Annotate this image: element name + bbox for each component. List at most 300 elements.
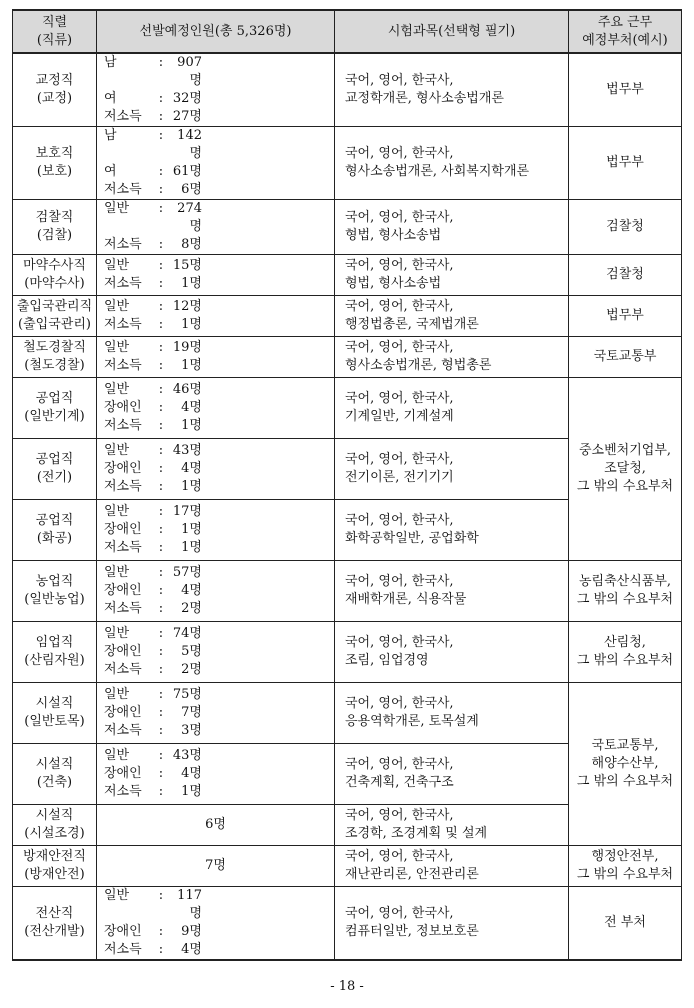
quota-colon: : xyxy=(158,340,164,355)
subject-line: 국어, 영어, 한국사, xyxy=(345,906,454,921)
quota-line xyxy=(104,399,334,417)
subject-line: 응용역학개론, 토목설계 xyxy=(345,714,479,729)
quota-colon: : xyxy=(158,601,164,616)
subject-line: 재배학개론, 식용작물 xyxy=(345,592,467,607)
quota-label: 일반 xyxy=(104,443,130,458)
series-cell xyxy=(13,439,97,500)
quota-line xyxy=(104,478,334,496)
quota-cell xyxy=(97,200,335,255)
subjects-cell xyxy=(335,500,569,561)
series-class: (방재안전) xyxy=(24,867,85,882)
subject-line: 행정법총론, 국제법개론 xyxy=(345,317,479,332)
subject-line: 국어, 영어, 한국사, xyxy=(345,757,454,772)
table-row xyxy=(13,255,682,296)
department-cell xyxy=(569,846,682,887)
quota-number: 9명 xyxy=(181,924,202,939)
quota-line xyxy=(104,90,334,108)
quota-cell xyxy=(97,378,335,439)
quota-label: 일반 xyxy=(104,258,130,273)
series-cell xyxy=(13,561,97,622)
quota-colon: : xyxy=(158,201,164,216)
department-cell xyxy=(569,561,682,622)
department-line: 행정안전부, xyxy=(591,849,659,864)
series-cell xyxy=(13,53,97,127)
quota-number: 17명 xyxy=(172,504,202,519)
series-cell xyxy=(13,744,97,805)
quota-number: 117명 xyxy=(177,888,202,921)
quota-number: 12명 xyxy=(172,299,202,314)
quota-number: 4명 xyxy=(181,583,202,598)
quota-number: 1명 xyxy=(181,522,202,537)
subject-line: 형사소송법개론, 형법총론 xyxy=(345,358,492,373)
series-class: (화공) xyxy=(36,531,73,546)
table-row xyxy=(13,200,682,255)
subject-line: 국어, 영어, 한국사, xyxy=(345,452,454,467)
quota-colon: : xyxy=(158,128,164,143)
quota-line xyxy=(104,127,334,163)
quota-colon: : xyxy=(158,705,164,720)
quota-line xyxy=(104,316,334,334)
quota-label: 저소득 xyxy=(104,479,142,494)
department-line: 그 밖의 수요부처 xyxy=(576,479,674,494)
quota-total: 7명 xyxy=(205,858,226,873)
quota-colon: : xyxy=(158,924,164,939)
subject-line: 재난관리론, 안전관리론 xyxy=(345,867,479,882)
subjects-cell xyxy=(335,561,569,622)
quota-colon: : xyxy=(158,626,164,641)
subject-line: 국어, 영어, 한국사, xyxy=(345,340,454,355)
table-row xyxy=(13,846,682,887)
department-line: 그 밖의 수요부처 xyxy=(576,867,674,882)
department-cell xyxy=(569,53,682,127)
department-line: 해양수산부, xyxy=(591,756,659,771)
quota-line xyxy=(104,381,334,399)
header-department: 주요 근무 예정부처(예시) xyxy=(569,10,682,53)
table-row xyxy=(13,378,682,439)
quota-label: 저소득 xyxy=(104,540,142,555)
series-class: (검찰) xyxy=(36,228,73,243)
quota-line xyxy=(104,539,334,557)
series-cell xyxy=(13,622,97,683)
subject-line: 전기이론, 전기기기 xyxy=(345,470,454,485)
quota-colon: : xyxy=(158,182,164,197)
quota-colon: : xyxy=(158,766,164,781)
subjects-cell xyxy=(335,683,569,744)
quota-cell xyxy=(97,846,335,887)
quota-label: 장애인 xyxy=(104,400,142,415)
series-class: (산림자원) xyxy=(24,653,85,668)
quota-line xyxy=(104,923,334,941)
series-cell xyxy=(13,500,97,561)
department-line: 그 밖의 수요부처 xyxy=(576,653,674,668)
quota-label: 일반 xyxy=(104,565,130,580)
quota-number: 4명 xyxy=(181,942,202,957)
quota-label: 일반 xyxy=(104,382,130,397)
series-cell xyxy=(13,805,97,846)
quota-label: 저소득 xyxy=(104,662,142,677)
department-line: 조달청, xyxy=(604,461,646,476)
quota-cell xyxy=(97,622,335,683)
department-line: 법무부 xyxy=(606,82,644,97)
quota-number: 43명 xyxy=(172,443,202,458)
recruitment-table xyxy=(12,9,682,961)
quota-number: 61명 xyxy=(172,164,202,179)
subject-line: 국어, 영어, 한국사, xyxy=(345,849,454,864)
series-cell xyxy=(13,337,97,378)
series-class: (일반농업) xyxy=(24,592,85,607)
quota-number: 75명 xyxy=(172,687,202,702)
quota-colon: : xyxy=(158,382,164,397)
quota-line xyxy=(104,783,334,801)
quota-label: 저소득 xyxy=(104,109,142,124)
subjects-cell xyxy=(335,887,569,961)
quota-label: 일반 xyxy=(104,748,130,763)
quota-cell xyxy=(97,255,335,296)
series-class: (보호) xyxy=(36,164,73,179)
quota-line xyxy=(104,257,334,275)
series-cell xyxy=(13,887,97,961)
quota-line xyxy=(104,643,334,661)
subjects-cell xyxy=(335,127,569,200)
subject-line: 국어, 영어, 한국사, xyxy=(345,299,454,314)
quota-line xyxy=(104,236,334,254)
quota-line xyxy=(104,582,334,600)
quota-label: 장애인 xyxy=(104,766,142,781)
department-line: 중소벤처기업부, xyxy=(578,443,672,458)
quota-label: 일반 xyxy=(104,888,130,903)
quota-number: 1명 xyxy=(181,358,202,373)
quota-label: 일반 xyxy=(104,340,130,355)
series-class: (전산개발) xyxy=(24,924,85,939)
series-cell xyxy=(13,255,97,296)
series-cell xyxy=(13,378,97,439)
quota-number: 1명 xyxy=(181,276,202,291)
quota-colon: : xyxy=(158,443,164,458)
quota-line xyxy=(104,765,334,783)
subject-line: 국어, 영어, 한국사, xyxy=(345,513,454,528)
series-class: (마약수사) xyxy=(24,276,85,291)
series-class: (일반기계) xyxy=(24,409,85,424)
series-name: 임업직 xyxy=(35,635,74,650)
page-number: - 18 - xyxy=(330,979,364,994)
quota-line xyxy=(104,357,334,375)
quota-colon: : xyxy=(158,164,164,179)
quota-label: 저소득 xyxy=(104,276,142,291)
subject-line: 국어, 영어, 한국사, xyxy=(345,808,454,823)
quota-number: 15명 xyxy=(172,258,202,273)
subject-line: 화학공학일반, 공업화학 xyxy=(345,531,479,546)
quota-number: 2명 xyxy=(181,601,202,616)
quota-line xyxy=(104,704,334,722)
quota-cell xyxy=(97,127,335,200)
quota-line xyxy=(104,887,334,923)
quota-number: 46명 xyxy=(172,382,202,397)
quota-colon: : xyxy=(158,55,164,70)
quota-label: 남 xyxy=(104,128,117,143)
series-name: 시설직 xyxy=(35,696,74,711)
quota-cell xyxy=(97,500,335,561)
subjects-cell xyxy=(335,378,569,439)
subject-line: 조경학, 조경계획 및 설계 xyxy=(345,826,488,841)
quota-line xyxy=(104,339,334,357)
quota-colon: : xyxy=(158,400,164,415)
department-cell xyxy=(569,378,682,561)
table-header xyxy=(13,10,682,53)
subjects-cell xyxy=(335,622,569,683)
quota-colon: : xyxy=(158,237,164,252)
subjects-cell xyxy=(335,337,569,378)
department-line: 산림청, xyxy=(604,635,646,650)
series-name: 방재안전직 xyxy=(23,849,86,864)
series-class: (시설조경) xyxy=(24,826,85,841)
series-cell xyxy=(13,683,97,744)
quota-label: 저소득 xyxy=(104,723,142,738)
quota-line xyxy=(104,442,334,460)
subjects-cell xyxy=(335,255,569,296)
quota-number: 27명 xyxy=(172,109,202,124)
quota-cell xyxy=(97,439,335,500)
series-cell xyxy=(13,846,97,887)
series-name: 공업직 xyxy=(35,391,74,406)
quota-label: 저소득 xyxy=(104,942,142,957)
quota-cell xyxy=(97,744,335,805)
quota-number: 142명 xyxy=(177,128,202,161)
quota-line xyxy=(104,163,334,181)
series-cell xyxy=(13,127,97,200)
series-name: 교정직 xyxy=(35,73,74,88)
subjects-cell xyxy=(335,439,569,500)
quota-colon: : xyxy=(158,504,164,519)
quota-label: 일반 xyxy=(104,201,130,216)
quota-colon: : xyxy=(158,942,164,957)
series-cell xyxy=(13,296,97,337)
quota-colon: : xyxy=(158,418,164,433)
quota-label: 일반 xyxy=(104,687,130,702)
quota-line xyxy=(104,661,334,679)
quota-number: 4명 xyxy=(181,766,202,781)
subject-line: 국어, 영어, 한국사, xyxy=(345,73,454,88)
department-line: 검찰청 xyxy=(606,219,644,234)
table-row xyxy=(13,337,682,378)
quota-line xyxy=(104,747,334,765)
quota-label: 저소득 xyxy=(104,237,142,252)
quota-line xyxy=(104,275,334,293)
quota-colon: : xyxy=(158,109,164,124)
subject-line: 건축계획, 건축구조 xyxy=(345,775,454,790)
quota-line xyxy=(104,108,334,126)
quota-label: 저소득 xyxy=(104,784,142,799)
table-row xyxy=(13,53,682,127)
quota-label: 여 xyxy=(104,164,117,179)
subject-line: 컴퓨터일반, 정보보호론 xyxy=(345,924,479,939)
subject-line: 국어, 영어, 한국사, xyxy=(345,391,454,406)
series-name: 시설직 xyxy=(35,808,74,823)
series-class: (출입국관리) xyxy=(18,317,91,332)
quota-label: 저소득 xyxy=(104,418,142,433)
subject-line: 국어, 영어, 한국사, xyxy=(345,574,454,589)
quota-total: 6명 xyxy=(205,817,226,832)
quota-line xyxy=(104,181,334,199)
subject-line: 국어, 영어, 한국사, xyxy=(345,258,454,273)
series-class: (건축) xyxy=(36,775,73,790)
header-quota: 선발예정인원(총 5,326명) xyxy=(97,10,335,53)
table-row xyxy=(13,887,682,961)
quota-colon: : xyxy=(158,258,164,273)
subject-line: 조림, 임업경영 xyxy=(345,653,429,668)
quota-label: 저소득 xyxy=(104,317,142,332)
quota-colon: : xyxy=(158,299,164,314)
quota-colon: : xyxy=(158,565,164,580)
quota-line xyxy=(104,625,334,643)
department-cell xyxy=(569,200,682,255)
series-name: 시설직 xyxy=(35,757,74,772)
department-cell xyxy=(569,683,682,846)
quota-number: 907명 xyxy=(177,55,202,88)
subjects-cell xyxy=(335,53,569,127)
quota-line xyxy=(104,417,334,435)
series-class: (교정) xyxy=(36,91,73,106)
table-row xyxy=(13,683,682,744)
quota-number: 2명 xyxy=(181,662,202,677)
quota-number: 1명 xyxy=(181,784,202,799)
quota-label: 장애인 xyxy=(104,583,142,598)
quota-label: 일반 xyxy=(104,299,130,314)
quota-number: 74명 xyxy=(172,626,202,641)
quota-number: 8명 xyxy=(181,237,202,252)
quota-number: 1명 xyxy=(181,540,202,555)
series-class: (전기) xyxy=(36,470,73,485)
quota-label: 저소득 xyxy=(104,182,142,197)
quota-line xyxy=(104,503,334,521)
subject-line: 형법, 형사소송법 xyxy=(345,276,442,291)
department-cell xyxy=(569,255,682,296)
quota-colon: : xyxy=(158,479,164,494)
table-row xyxy=(13,127,682,200)
quota-number: 7명 xyxy=(181,705,202,720)
series-name: 전산직 xyxy=(35,906,74,921)
quota-cell xyxy=(97,887,335,961)
quota-number: 274명 xyxy=(177,201,202,234)
department-line: 법무부 xyxy=(606,308,644,323)
department-line: 국토교통부, xyxy=(591,738,659,753)
quota-number: 1명 xyxy=(181,317,202,332)
quota-line xyxy=(104,686,334,704)
subject-line: 교정학개론, 형사소송법개론 xyxy=(345,91,504,106)
subject-line: 국어, 영어, 한국사, xyxy=(345,210,454,225)
quota-number: 6명 xyxy=(181,182,202,197)
quota-line xyxy=(104,722,334,740)
header-subjects: 시험과목(선택형 필기) xyxy=(335,10,569,53)
series-class: (일반토목) xyxy=(24,714,85,729)
quota-number: 19명 xyxy=(172,340,202,355)
quota-colon: : xyxy=(158,583,164,598)
quota-colon: : xyxy=(158,687,164,702)
quota-number: 1명 xyxy=(181,479,202,494)
quota-number: 4명 xyxy=(181,461,202,476)
quota-cell xyxy=(97,683,335,744)
quota-line xyxy=(104,521,334,539)
quota-colon: : xyxy=(158,644,164,659)
department-line: 그 밖의 수요부처 xyxy=(576,774,674,789)
quota-colon: : xyxy=(158,888,164,903)
table-row xyxy=(13,622,682,683)
quota-colon: : xyxy=(158,522,164,537)
quota-line xyxy=(104,298,334,316)
table-row xyxy=(13,561,682,622)
quota-colon: : xyxy=(158,276,164,291)
quota-colon: : xyxy=(158,317,164,332)
series-class: (철도경찰) xyxy=(24,358,85,373)
quota-number: 4명 xyxy=(181,400,202,415)
quota-label: 여 xyxy=(104,91,117,106)
subjects-cell xyxy=(335,846,569,887)
quota-number: 3명 xyxy=(181,723,202,738)
quota-colon: : xyxy=(158,461,164,476)
quota-colon: : xyxy=(158,723,164,738)
subject-line: 형법, 형사소송법 xyxy=(345,228,442,243)
quota-colon: : xyxy=(158,784,164,799)
department-line: 국토교통부 xyxy=(593,349,657,364)
quota-colon: : xyxy=(158,540,164,555)
department-cell xyxy=(569,127,682,200)
subject-line: 형사소송법개론, 사회복지학개론 xyxy=(345,164,530,179)
series-cell xyxy=(13,200,97,255)
department-cell xyxy=(569,622,682,683)
quota-label: 장애인 xyxy=(104,522,142,537)
quota-label: 일반 xyxy=(104,626,130,641)
quota-cell xyxy=(97,296,335,337)
header-series: 직렬 (직류) xyxy=(13,10,97,53)
quota-line xyxy=(104,564,334,582)
series-name: 농업직 xyxy=(35,574,74,589)
quota-line xyxy=(104,54,334,90)
series-name: 철도경찰직 xyxy=(23,340,86,355)
quota-number: 1명 xyxy=(181,418,202,433)
quota-cell xyxy=(97,805,335,846)
subjects-cell xyxy=(335,805,569,846)
department-line: 법무부 xyxy=(606,155,644,170)
subject-line: 국어, 영어, 한국사, xyxy=(345,635,454,650)
quota-cell xyxy=(97,53,335,127)
quota-number: 32명 xyxy=(172,91,202,106)
table-row xyxy=(13,296,682,337)
series-name: 보호직 xyxy=(35,146,74,161)
quota-label: 장애인 xyxy=(104,924,142,939)
subjects-cell xyxy=(335,200,569,255)
quota-cell xyxy=(97,561,335,622)
quota-number: 5명 xyxy=(181,644,202,659)
quota-colon: : xyxy=(158,91,164,106)
subject-line: 국어, 영어, 한국사, xyxy=(345,146,454,161)
subjects-cell xyxy=(335,744,569,805)
quota-label: 장애인 xyxy=(104,461,142,476)
subjects-cell xyxy=(335,296,569,337)
quota-line xyxy=(104,941,334,959)
subject-line: 국어, 영어, 한국사, xyxy=(345,696,454,711)
quota-colon: : xyxy=(158,748,164,763)
department-cell xyxy=(569,296,682,337)
series-name: 공업직 xyxy=(35,513,74,528)
department-cell xyxy=(569,337,682,378)
series-name: 검찰직 xyxy=(35,210,74,225)
quota-label: 저소득 xyxy=(104,358,142,373)
quota-label: 장애인 xyxy=(104,705,142,720)
quota-cell xyxy=(97,337,335,378)
quota-colon: : xyxy=(158,358,164,373)
table-body xyxy=(13,53,682,960)
quota-number: 57명 xyxy=(172,565,202,580)
quota-number: 43명 xyxy=(172,748,202,763)
